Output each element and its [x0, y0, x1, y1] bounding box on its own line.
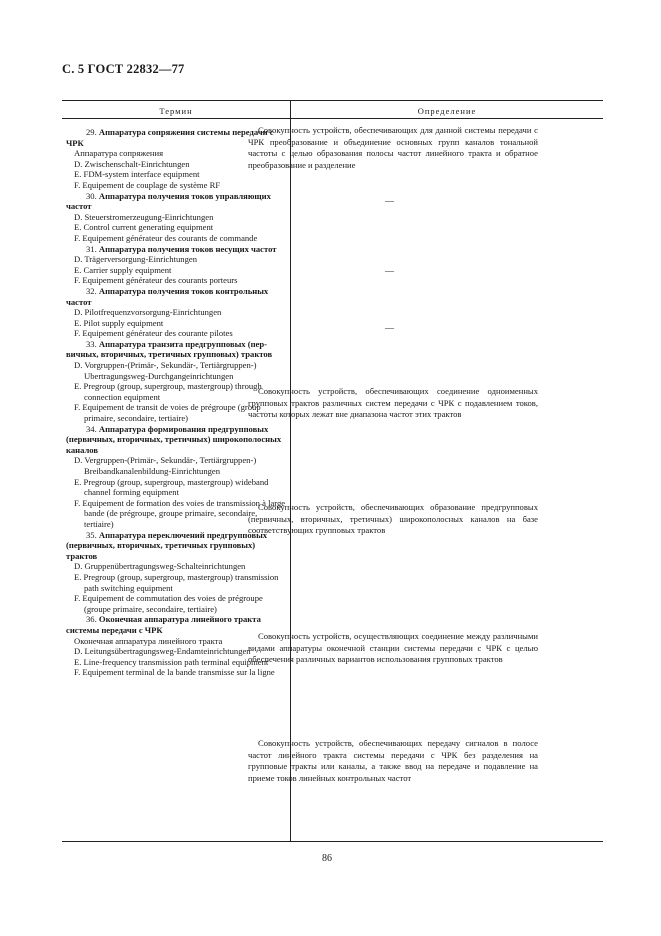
term-name: Аппаратура переключений предгрупповых (первичных, вторичных, третичных групповых) трактов — [66, 529, 268, 561]
table-header-rule — [62, 118, 603, 119]
term-entry — [66, 191, 286, 244]
term-foreign-equivalent: F. Equipement terminal de la bande transmisse sur la ligne — [74, 667, 275, 678]
term-number: 33. — [86, 338, 99, 349]
term-foreign-equivalent: D. Zwischenschalt-Einrichtungen — [74, 158, 190, 169]
definition-text: Совокупность устройств, осуществляющих соединение между различными видами аппаратуры оконечной станции системы передачи с ЧРК с целью обеспечения различных вариантов использования групповых трактов — [248, 631, 538, 665]
term-foreign-equivalent: D. Vorgruppen-(Primär-, Sekundär-, Tertiärgruppen-) Ubertragungsweg-Durchgangeinrichtungen — [74, 360, 257, 381]
page-number: 86 — [322, 853, 332, 864]
term-foreign-equivalent: E. Line-frequency transmission path terminal equipment — [74, 656, 269, 667]
term-foreign-equivalent: F. Equipement de transit de voies de prégroupe (group primaire, secondaire, tertiaire) — [74, 402, 261, 424]
term-foreign-equivalent: D. Steuerstromerzeugung-Einrichtungen — [74, 211, 214, 222]
term-title — [66, 244, 286, 255]
definition-text: Совокупность устройств, обеспечивающих образование предгрупповых (первичных, вторичных, третичных) широкополосных каналов на базе соответствующих групповых трактов — [248, 502, 538, 536]
terms-table — [62, 100, 603, 842]
term-foreign-equivalent: E. Pregroup (group, supergroup, mastergroup) wideband channel forming equipment — [74, 476, 269, 498]
term-number: 30. — [86, 190, 99, 201]
term-name: Аппаратура транзита предгрупповых (первичных, вторичных, третичных групповых) трактов — [66, 338, 273, 360]
term-name: Аппаратура получения токов несущих частот — [98, 243, 277, 254]
term-number: 29. — [86, 127, 99, 137]
term-number: 31. — [86, 243, 99, 254]
definition-text: Совокупность устройств, обеспечивающих передачу сигналов в полосе частот линейного тракта системы передачи с ЧРК без разделения на групповые тракты или каналы, а также ввод на передаче и подавление на приеме токов линейных контрольных частот — [248, 738, 538, 783]
term-foreign-equivalent: D. Leitungsübertragungsweg-Endamteinrichtungen — [74, 646, 251, 657]
term-entry — [66, 286, 286, 339]
term-foreign-equivalent: F. Equipement générateur des courants porteurs — [74, 275, 238, 286]
term-foreign-equivalent: D. Pilotfrequenzvorsorgung-Einrichtungen — [74, 307, 222, 318]
term-foreign-equivalent: E. Pregroup (group, supergroup, mastergroup) transmission path switching equipment — [74, 571, 279, 593]
definition-dash: — — [385, 266, 394, 276]
term-foreign-equivalent: D. Gruppenübertragungsweg-Schalteinrichtungen — [74, 561, 246, 572]
term-entry — [66, 244, 286, 286]
term-foreign-equivalent: F. Equipement de formation des voies de transmission à large bande (de prégroupe, groupe primaire, secondaire, tertiaire) — [74, 497, 286, 529]
term-name: Аппаратура сопряжения системы передачи с ЧРК — [66, 127, 274, 148]
term-foreign-equivalent: F. Equipement de couplage de système RF — [74, 179, 221, 190]
term-foreign-equivalent: E. Pilot supply equipment — [74, 317, 164, 328]
term-title — [66, 286, 286, 307]
table-bottom-rule — [62, 841, 603, 842]
term-foreign-equivalent: E. Control current generating equipment — [74, 222, 214, 233]
column-header-term: Термин — [159, 106, 193, 116]
term-synonym: Оконечная аппаратура линейного тракта — [74, 635, 223, 646]
term-name: Аппаратура формирования предгрупповых (первичных, вторичных, третичных) широкополосных каналов — [66, 423, 282, 455]
term-name: Аппаратура получения токов управляющих частот — [66, 190, 271, 212]
definition-text: Совокупность устройств, обеспечивающих для данной системы передачи с ЧРК преобразование и объединение основных групп каналов тональной частоты с целью образования полосы частот линейного тракта и обратное преобразование и разделение — [248, 125, 538, 170]
term-name: Аппаратура получения токов контрольных частот — [66, 285, 269, 307]
term-number: 34. — [86, 423, 99, 434]
definition-dash: — — [385, 323, 394, 333]
term-foreign-equivalent: F. Equipement générateur des courants de commande — [74, 232, 258, 243]
term-number: 35. — [86, 529, 99, 540]
term-synonym: Аппаратура сопряжения — [74, 148, 164, 159]
term-foreign-equivalent: D. Trägerversorgung-Einrichtungen — [74, 254, 197, 265]
term-foreign-equivalent: D. Vergruppen-(Primär-, Sekundär-, Tertiärgruppen-) Breibandkanalenbildung-Einrichtungen — [74, 455, 257, 476]
term-number: 32. — [86, 285, 99, 296]
table-top-rule — [62, 100, 603, 101]
definition-dash: — — [385, 196, 394, 206]
term-title — [66, 191, 286, 212]
term-title — [66, 424, 286, 456]
term-foreign-equivalent: E. Carrier supply equipment — [74, 264, 172, 275]
page-header: С. 5 ГОСТ 22832—77 — [62, 62, 185, 76]
term-foreign-equivalent: F. Equipement générateur des courante pilotes — [74, 328, 233, 339]
term-entry — [66, 530, 286, 615]
column-divider — [290, 100, 291, 842]
term-name: Оконечная аппаратура линейного тракта системы передачи с ЧРК — [66, 614, 261, 635]
term-title — [66, 339, 286, 360]
column-header-definition: Определение — [417, 106, 477, 116]
term-foreign-equivalent: E. FDM-system interface equipment — [74, 169, 200, 180]
term-foreign-equivalent: E. Pregroup (group, supergroup, mastergroup) through connection equipment — [74, 381, 262, 402]
term-foreign-equivalent: F. Equipement de commutation des voies de prégroupe (groupe primaire, secondaire, tertiaire) — [74, 593, 263, 614]
term-number: 36. — [86, 614, 99, 625]
definition-text: Совокупность устройств, обеспечивающих соединение одноименных групповых трактов различных систем передачи с ЧРК с подавлением токов, частоты которых лежат вне диапазона частот этих трактов — [248, 386, 538, 420]
